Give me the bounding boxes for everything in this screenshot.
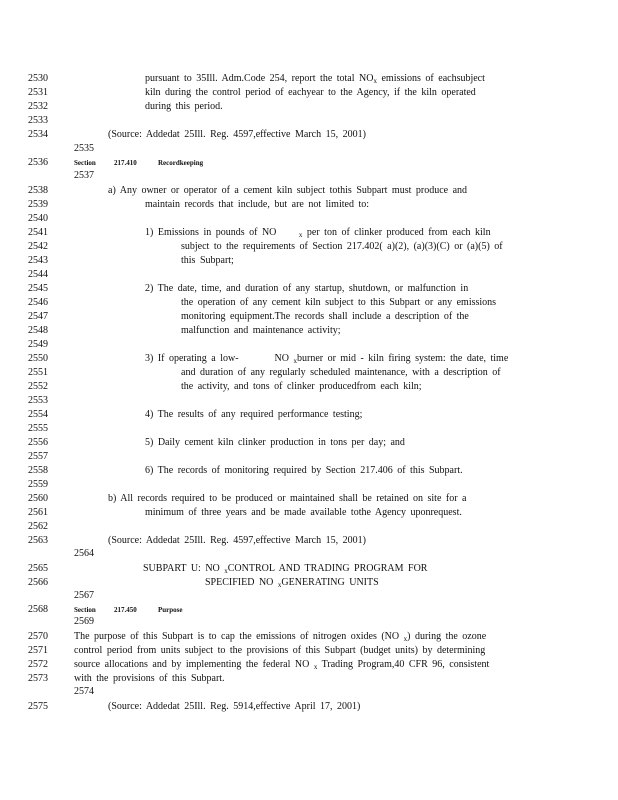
source-note: (Source: Addedat 25Ill. Reg. 4597,effective March 15, 2001) bbox=[108, 535, 366, 546]
text-line: maintain records that include, but are not limited to: bbox=[145, 199, 369, 210]
text-line: control period from units subject to the provisions of this Subpart (budget units) by determining bbox=[74, 645, 486, 656]
text-line: minimum of three years and be made available tothe Agency uponrequest. bbox=[145, 507, 462, 518]
line-number: 2566 bbox=[28, 577, 48, 588]
text-line: 5) Daily cement kiln clinker production in tons per day; and bbox=[145, 437, 405, 448]
line-number: 2551 bbox=[28, 367, 48, 378]
line-number: 2549 bbox=[28, 339, 48, 350]
text-line: the operation of any cement kiln subject to this Subpart or any emissions bbox=[181, 297, 497, 308]
text-line: monitoring equipment.The records shall include a description of the bbox=[181, 311, 469, 322]
line-number: 2546 bbox=[28, 297, 48, 308]
line-number: 2536 bbox=[28, 157, 48, 168]
line-number: 2532 bbox=[28, 101, 48, 112]
section-label: Section bbox=[74, 606, 96, 614]
line-number: 2544 bbox=[28, 269, 48, 280]
section-label: Section bbox=[74, 159, 96, 167]
line-number: 2561 bbox=[28, 507, 48, 518]
line-number: 2572 bbox=[28, 659, 48, 670]
text-line: the activity, and tons of clinker producedfrom each kiln; bbox=[181, 381, 422, 392]
text-line: 4) The results of any required performance testing; bbox=[145, 409, 363, 420]
line-number: 2558 bbox=[28, 465, 48, 476]
text-line: b) All records required to be produced or maintained shall be retained on site for a bbox=[108, 493, 467, 504]
line-number: 2562 bbox=[28, 521, 48, 532]
line-number: 2556 bbox=[28, 437, 48, 448]
line-number: 2531 bbox=[28, 87, 48, 98]
text-line: 1) Emissions in pounds of NO $_x$ per ton of clinker produced from each kiln bbox=[145, 227, 491, 239]
line-number: 2559 bbox=[28, 479, 48, 490]
line-number: 2537 bbox=[74, 170, 94, 181]
text-line: The purpose of this Subpart is to cap the emissions of nitrogen oxides (NO $_x$) during the ozone bbox=[74, 631, 487, 643]
text-line: malfunction and maintenance activity; bbox=[181, 325, 341, 336]
text-line: kiln during the control period of eachyear to the Agency, if the kiln operated bbox=[145, 87, 476, 98]
line-number: 2564 bbox=[74, 548, 94, 559]
text-line: with the provisions of this Subpart. bbox=[74, 673, 225, 684]
line-number: 2573 bbox=[28, 673, 48, 684]
subpart-heading: SUBPART U: NO $_x$CONTROL AND TRADING PROGRAM FOR bbox=[143, 563, 428, 575]
line-number: 2568 bbox=[28, 604, 48, 615]
line-number: 2540 bbox=[28, 213, 48, 224]
line-number: 2530 bbox=[28, 73, 48, 84]
text-line: 3) If operating a low- NO $_x$burner or mid - kiln firing system: the date, time bbox=[145, 353, 509, 365]
text-line: source allocations and by implementing the federal NO $_x$ Trading Program,40 CFR 96, consistent bbox=[74, 659, 490, 671]
line-number: 2557 bbox=[28, 451, 48, 462]
line-number: 2539 bbox=[28, 199, 48, 210]
line-number: 2535 bbox=[74, 143, 94, 154]
line-number: 2550 bbox=[28, 353, 48, 364]
line-number: 2571 bbox=[28, 645, 48, 656]
line-number: 2569 bbox=[74, 616, 94, 627]
line-number: 2570 bbox=[28, 631, 48, 642]
text-line: this Subpart; bbox=[181, 255, 234, 266]
text-line: 2) The date, time, and duration of any startup, shutdown, or malfunction in bbox=[145, 283, 469, 294]
line-number: 2560 bbox=[28, 493, 48, 504]
line-number: 2534 bbox=[28, 129, 48, 140]
line-number: 2538 bbox=[28, 185, 48, 196]
line-number: 2575 bbox=[28, 701, 48, 712]
line-number: 2567 bbox=[74, 590, 94, 601]
line-number: 2574 bbox=[74, 686, 94, 697]
text-line: and duration of any regularly scheduled maintenance, with a description of bbox=[181, 367, 501, 378]
line-number: 2533 bbox=[28, 115, 48, 126]
line-number: 2555 bbox=[28, 423, 48, 434]
line-number: 2565 bbox=[28, 563, 48, 574]
line-number: 2563 bbox=[28, 535, 48, 546]
line-number: 2554 bbox=[28, 409, 48, 420]
line-number: 2545 bbox=[28, 283, 48, 294]
section-number: 217.410 bbox=[114, 159, 137, 167]
line-number: 2552 bbox=[28, 381, 48, 392]
section-title: Purpose bbox=[158, 606, 183, 614]
text-line: subject to the requirements of Section 217.402( a)(2), (a)(3)(C) or (a)(5) of bbox=[181, 241, 503, 252]
section-number: 217.450 bbox=[114, 606, 137, 614]
source-note: (Source: Addedat 25Ill. Reg. 4597,effective March 15, 2001) bbox=[108, 129, 366, 140]
section-title: Recordkeeping bbox=[158, 159, 204, 167]
text-line: a) Any owner or operator of a cement kiln subject tothis Subpart must produce and bbox=[108, 185, 468, 196]
line-number: 2543 bbox=[28, 255, 48, 266]
text-line: 6) The records of monitoring required by Section 217.406 of this Subpart. bbox=[145, 465, 463, 476]
line-number: 2547 bbox=[28, 311, 48, 322]
text-line: during this period. bbox=[145, 101, 223, 112]
line-number: 2548 bbox=[28, 325, 48, 336]
line-number: 2542 bbox=[28, 241, 48, 252]
line-number: 2553 bbox=[28, 395, 48, 406]
text-line: pursuant to 35Ill. Adm.Code 254, report the total $NO_x$ emissions of eachsubject bbox=[145, 73, 485, 85]
subpart-heading: SPECIFIED NO $_x$GENERATING UNITS bbox=[205, 577, 379, 589]
source-note: (Source: Addedat 25Ill. Reg. 5914,effective April 17, 2001) bbox=[108, 701, 361, 712]
line-number: 2541 bbox=[28, 227, 48, 238]
